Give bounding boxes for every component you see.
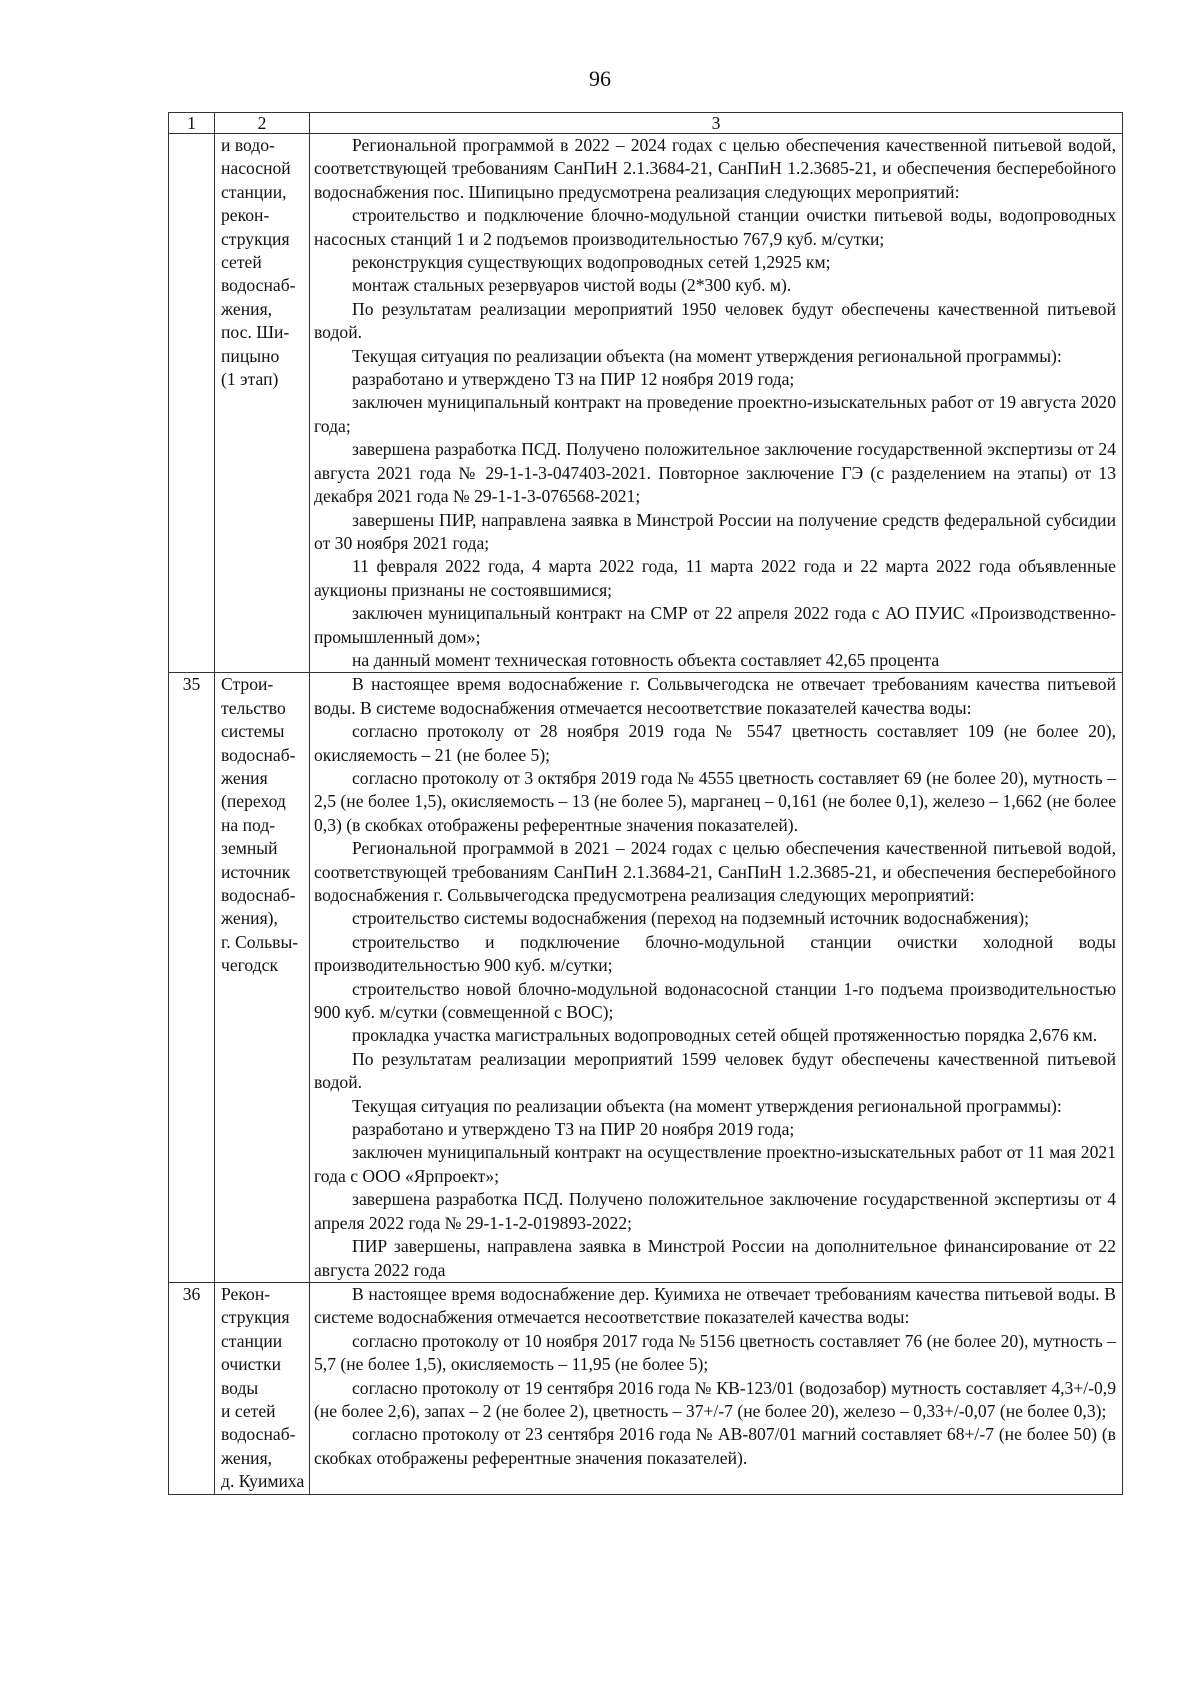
paragraph: монтаж стальных резервуаров чистой воды (2*300 куб. м).	[352, 275, 792, 296]
object-description	[310, 134, 1123, 673]
paragraph: согласно протоколу от 3 октября 2019 года № 4555 цветность составляет 69 (не более 20), мутность – 2,5 (не более 1,5), окисляемость – 13 (не более 5), марганец – 0,161 (не более 0,1), железо – 1,662 (не более 0,3) (в скобках отображены референтные значения показателей).	[314, 767, 1116, 835]
page-number: 96	[589, 66, 611, 91]
paragraph: Региональной программой в 2022 – 2024 годах с целью обеспечения качественной питьевой водой, соответствующей требованиям СанПиН 2.1.3684-21, СанПиН 1.2.3685-21, и обеспечения бесперебойного водоснабжения пос. Шипицыно предусмотрена реализация следующих мероприятий:	[314, 135, 1116, 202]
program-table	[168, 112, 1123, 1495]
paragraph: согласно протоколу от 23 сентября 2016 года № АВ-807/01 магний составляет 68+/-7 (не более 50) (в скобках отображены референтные значения показателей).	[314, 1424, 1116, 1468]
row-number: 35	[169, 673, 215, 1283]
paragraph: завершена разработка ПСД. Получено положительное заключение государственной экспертизы от 4 апреля 2022 года № 29-1-1-2-019893-2022;	[314, 1189, 1116, 1233]
object-name: и водо- насосной станции, рекон- струкция сетей водоснаб- жения, пос. Ши- пицыно (1 этап)	[215, 134, 310, 673]
paragraph: В настоящее время водоснабжение дер. Куимиха не отвечает требованиям качества питьевой воды. В системе водоснабжения отмечается несоответствие показателей качества воды:	[314, 1283, 1116, 1328]
paragraph: 11 февраля 2022 года, 4 марта 2022 года, 11 марта 2022 года и 22 марта 2022 года объявленные аукционы признаны не состоявшимися;	[314, 556, 1116, 600]
paragraph: реконструкция существующих водопроводных сетей 1,2925 км;	[352, 252, 831, 273]
paragraph: заключен муниципальный контракт на проведение проектно-изыскательных работ от 19 августа 2020 года;	[314, 392, 1116, 436]
table-row	[169, 1282, 1123, 1494]
paragraph: согласно протоколу от 19 сентября 2016 года № КВ-123/01 (водозабор) мутность составляет 4,3+/-0,9 (не более 2,6), запах – 2 (не более 2), цветность – 37+/-7 (не более 20), железо – 0,33+/-0,07 (не более 0,3);	[314, 1377, 1116, 1421]
paragraph: Региональной программой в 2021 – 2024 годах с целью обеспечения качественной питьевой водой, соответствующей требованиям СанПиН 2.1.3684-21, СанПиН 1.2.3685-21, и обеспечения бесперебойного водоснабжения г. Сольвычегодска предусмотрена реализация следующих мероприятий:	[314, 838, 1116, 905]
paragraph: на данный момент техническая готовность объекта составляет 42,65 процента	[352, 649, 940, 670]
table-row	[169, 673, 1123, 1283]
header-col-2: 2	[215, 113, 310, 134]
paragraph: Текущая ситуация по реализации объекта (на момент утверждения региональной программы):	[352, 345, 1062, 366]
paragraph: По результатам реализации мероприятий 1599 человек будут обеспечены качественной питьевой водой.	[314, 1048, 1116, 1093]
object-description	[310, 673, 1123, 1283]
paragraph: заключен муниципальный контракт на СМР от 22 апреля 2022 года с АО ПУИС «Производственно-промышленный дом»;	[314, 603, 1116, 647]
row-number	[169, 134, 215, 673]
paragraph: строительство и подключение блочно-модульной станции очистки холодной воды производительностью 900 куб. м/сутки;	[314, 931, 1116, 976]
paragraph: В настоящее время водоснабжение г. Сольвычегодска не отвечает требованиям качества питьевой воды. В системе водоснабжения отмечается несоответствие показателей качества воды:	[314, 674, 1116, 718]
paragraph: заключен муниципальный контракт на осуществление проектно-изыскательных работ от 11 мая 2021 года с ООО «Ярпроект»;	[314, 1142, 1116, 1186]
object-description	[310, 1282, 1123, 1494]
header-col-1: 1	[169, 113, 215, 134]
paragraph: разработано и утверждено ТЗ на ПИР 20 ноября 2019 года;	[352, 1119, 795, 1140]
paragraph: согласно протоколу от 28 ноября 2019 года № 5547 цветность составляет 109 (не более 20), окисляемость – 21 (не более 5);	[314, 721, 1116, 765]
table-row	[169, 134, 1123, 673]
paragraph: По результатам реализации мероприятий 1950 человек будут обеспечены качественной питьевой водой.	[314, 298, 1116, 343]
paragraph: разработано и утверждено ТЗ на ПИР 12 ноября 2019 года;	[352, 369, 795, 390]
header-col-3: 3	[310, 113, 1123, 134]
object-name: Строи- тельство системы водоснаб- жения (переход на под- земный источник водоснаб- жения), г. Сольвы- чегодск	[215, 673, 310, 1283]
paragraph: Текущая ситуация по реализации объекта (на момент утверждения региональной программы):	[352, 1095, 1062, 1116]
table-header-row	[169, 113, 1123, 134]
paragraph: прокладка участка магистральных водопроводных сетей общей протяженностью порядка 2,676 км.	[352, 1025, 1098, 1046]
paragraph: строительство новой блочно-модульной водонасосной станции 1-го подъема производительностью 900 куб. м/сутки (совмещенной с ВОС);	[314, 978, 1116, 1023]
paragraph: строительство системы водоснабжения (переход на подземный источник водоснабжения);	[352, 908, 1029, 929]
paragraph: строительство и подключение блочно-модульной станции очистки питьевой воды, водопроводных насосных станций 1 и 2 подъемов производительностью 767,9 куб. м/сутки;	[314, 205, 1116, 249]
paragraph: завершены ПИР, направлена заявка в Минстрой России на получение средств федеральной субсидии от 30 ноября 2021 года;	[314, 509, 1116, 553]
paragraph: ПИР завершены, направлена заявка в Минстрой России на дополнительное финансирование от 22 августа 2022 года	[314, 1236, 1116, 1280]
paragraph: завершена разработка ПСД. Получено положительное заключение государственной экспертизы от 24 августа 2021 года № 29-1-1-3-047403-2021. Повторное заключение ГЭ (с разделением на этапы) от 13 декабря 2021 года № 29-1-1-3-076568-2021;	[314, 439, 1116, 507]
paragraph: согласно протоколу от 10 ноября 2017 года № 5156 цветность составляет 76 (не более 20), мутность – 5,7 (не более 1,5), окисляемость – 11,95 (не более 5);	[314, 1330, 1116, 1375]
row-number: 36	[169, 1282, 215, 1494]
object-name: Рекон- струкция станции очистки воды и сетей водоснаб- жения, д. Куимиха	[215, 1282, 310, 1494]
